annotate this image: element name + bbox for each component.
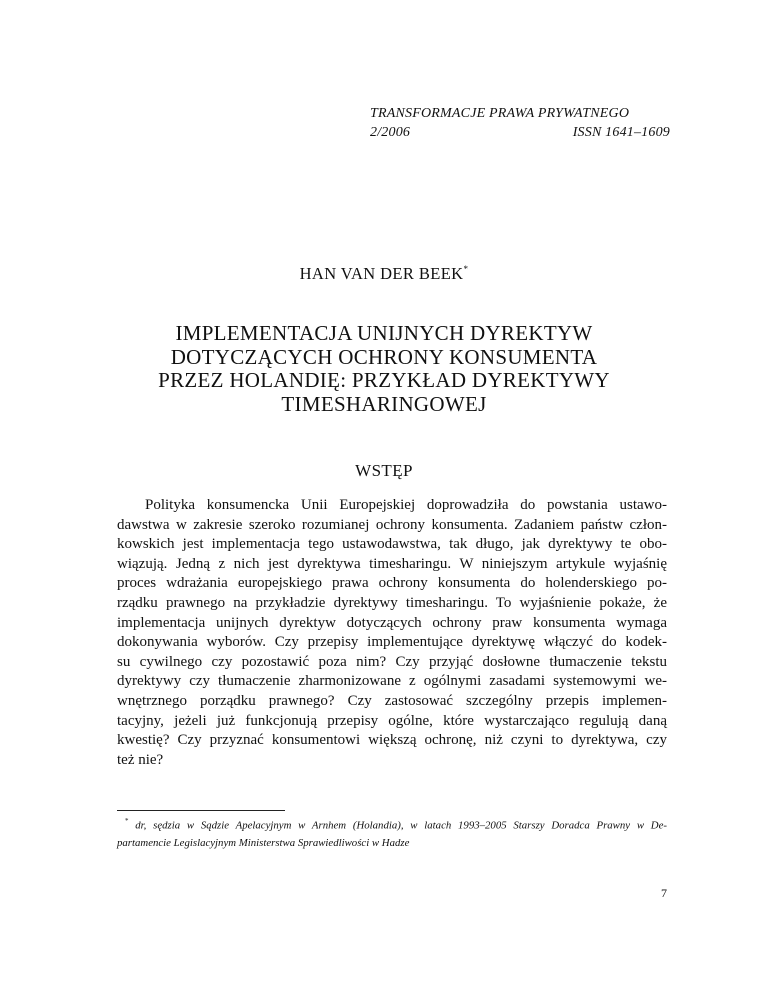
body-line: dokonywania wyborów. Czy przepisy implementujące dyrektywę włączyć do kodek- [117,634,667,651]
body-line: wiązują. Jedną z nich jest dyrektywa timesharingu. W niniejszym artykule wyjaśnię [117,555,667,572]
body-line: rządku prawnego na przykładzie dyrektywy timesharingu. To wyjaśnienie pokaże, że [117,594,667,611]
journal-issue: 2/2006 [370,125,411,140]
author-name: HAN VAN DER BEEK [299,264,464,283]
footnote-line [117,814,667,835]
body-line: proces wdrażania europejskiego prawa ochrony konsumenta do holenderskiego po- [117,575,667,592]
article-title-line: TIMESHARINGOWEJ [281,391,487,416]
section-heading: WSTĘP [355,461,413,480]
article-title-line: DOTYCZĄCYCH OCHRONY KONSUMENTA [170,344,598,369]
journal-header [370,104,670,142]
body-line: tacyjny, jeżeli już funkcjonują przepisy ogólne, które wystarczająco regulują daną [117,712,667,729]
body-line: kwestię? Czy przyznać konsumentowi większą ochronę, niż czyni to dyrektywa, czy [117,732,667,749]
body-line: dyrektywy czy tłumaczenie zharmonizowane z ogólnymi zasadami systemowymi we- [117,673,667,690]
body-line: su cywilnego czy pozostawić poza nim? Czy przyjąć dosłowne tłumaczenie tekstu [117,653,667,670]
page-number: 7 [661,886,667,900]
body-line: wnętrznego porządku prawnego? Czy zastosować szczególny przepis implemen- [117,692,667,709]
body-line: kowskich jest implementacja tego ustawodawstwa, tak długo, jak dyrektywy te obo- [117,536,667,553]
footnote-marker: * [125,817,129,825]
body-line: też nie? [117,751,164,768]
body-line: Polityka konsumencka Unii Europejskiej doprowadziła do powstania ustawo- [145,497,667,513]
body-line: dawstwa w zakresie szeroko rozumianej ochrony konsumenta. Zadaniem państw człon- [117,516,667,533]
footnote-text: dr, sędzia w Sądzie Apelacyjnym w Arnhem (Holandia), w latach 1993–2005 Starszy Doradca Prawny w De- [135,819,667,832]
journal-title: TRANSFORMACJE PRAWA PRYWATNEGO [370,106,630,121]
footnote-line: partamencie Legislacyjnym Ministerstwa Sprawiedliwości w Hadze [117,836,410,849]
article-title-line: PRZEZ HOLANDIĘ: PRZYKŁAD DYREKTYWY [158,368,610,392]
body-line: implementacja unijnych dyrektyw dotyczących ochrony praw konsumenta wymaga [117,614,667,631]
footnote [117,814,667,852]
journal-issue-row [370,123,670,142]
article-title [100,322,668,416]
article-title-line: IMPLEMENTACJA UNIJNYCH DYREKTYW [175,321,593,345]
footnote-divider [117,810,285,811]
author-name-line [0,264,768,284]
journal-issn: ISSN 1641–1609 [572,125,670,140]
author-footnote-marker: * [463,263,469,274]
body-paragraph [117,496,667,770]
